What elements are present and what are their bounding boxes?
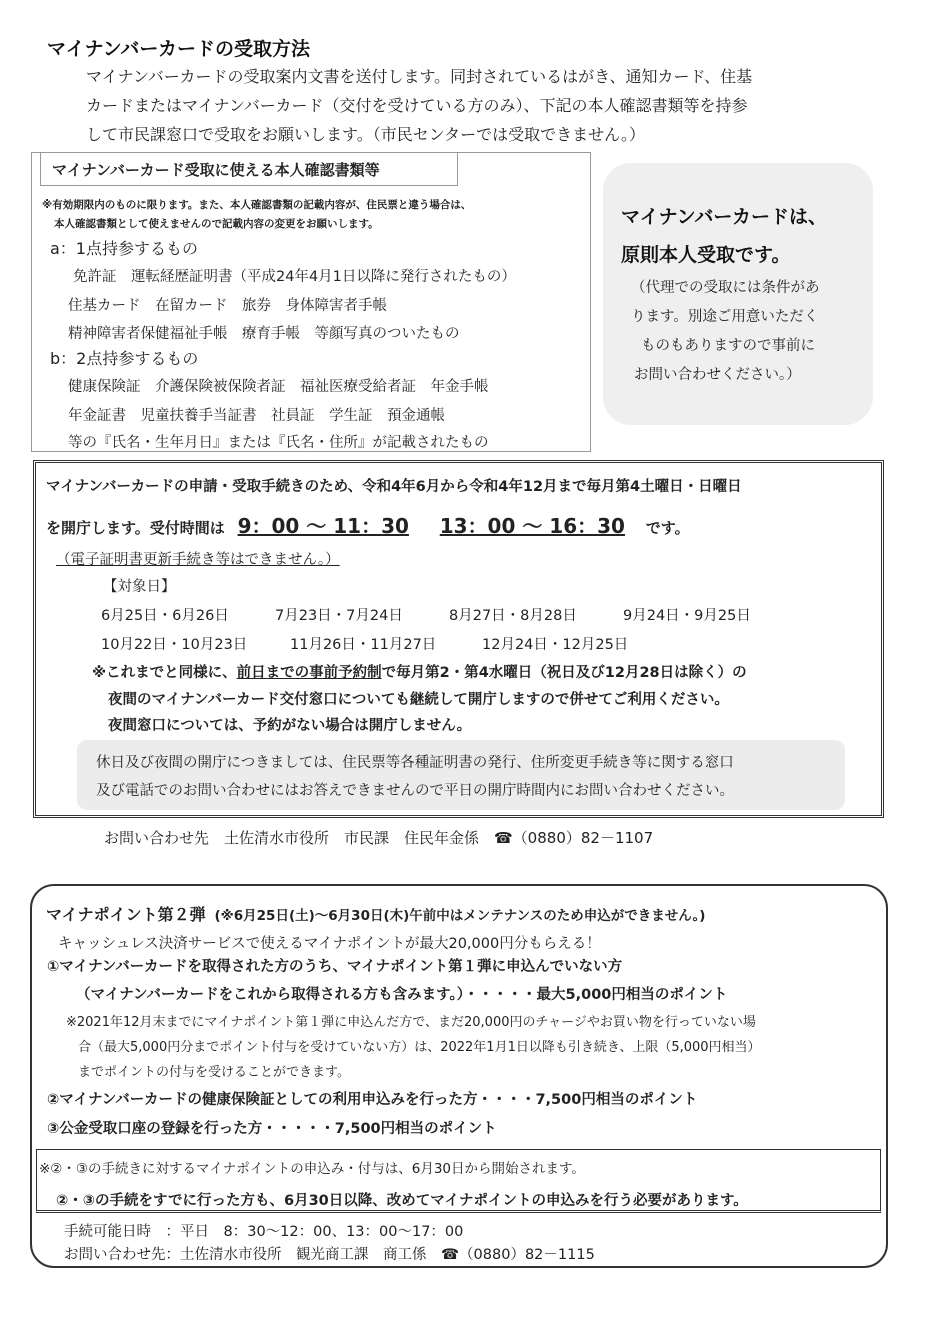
date-pair: 9月24日・9月25日 [623,608,751,624]
date-pair: 8月27日・8月28日 [449,608,577,624]
id-documents-title: マイナンバーカード受取に使える本人確認書類等 [52,161,380,179]
holiday-line-2-prefix: を開庁します。受付時間は [46,519,225,537]
date-pair: 12月24日・12月25日 [482,637,629,653]
night-window-line-3: 夜間窓口については、予約がない場合は開庁しません。 [108,718,472,734]
id-a-item-2: 住基カード 在留カード 旅券 身体障害者手帳 [68,298,387,314]
holiday-line-2-suffix: です。 [645,519,690,537]
proxy-note-line-3: ものもありますので事前に [641,338,815,354]
mynapoint-title: マイナポイント第２弾 [46,905,206,924]
id-a-label: a：1点持参するもの [50,239,198,258]
night-window-line-2: 夜間のマイナンバーカード交付窓口についても継続して開庁しますので併せてご利用ください。 [108,692,729,708]
night-window-post: で毎月第2・第4水曜日（祝日及び12月28日は除く）の [381,665,747,681]
id-b-item-1: 健康保険証 介護保険被保険者証 福祉医療受給者証 年金手帳 [68,379,489,395]
target-days-label: 【対象日】 [103,579,176,595]
gray-notice-line-2: 及び電話でのお問い合わせにはお答えできませんので平日の開庁時間内にお問い合わせください。 [96,783,734,799]
intro-line-2: カードまたはマイナンバーカード（交付を受けている方のみ）、下記の本人確認書類等を持参 [86,96,748,115]
intro-line-3: して市民課窓口で受取をお願いします。（市民センターでは受取できません。） [86,125,646,144]
principal-receipt-line-2: 原則本人受取です。 [621,244,791,266]
mynapoint-note-line-1: ※2021年12月末までにマイナポイント第１弾に申込んだ方で、まだ20,000円のチャージやお買い物を行っていない場 [66,1015,756,1030]
proxy-note-line-1: （代理での受取には条件があ [631,280,820,296]
section-title-receive: マイナンバーカードの受取方法 [47,38,310,60]
mynapoint-notice-1: ※②・③の手続きに対するマイナポイントの申込み・付与は、6月30日から開始されます。 [39,1161,585,1177]
reception-time-afternoon: 13：00 ～ 16：30 [439,514,625,538]
mynapoint-intro: キャッシュレス決済サービスで使えるマイナポイントが最大20,000円分もらえる！ [58,936,601,952]
contact-commerce-division: お問い合わせ先：土佐清水市役所 観光商工課 商工係 ☎（0880）82－1115 [64,1247,595,1263]
id-note-line-1: ※有効期限内のものに限ります。また、本人確認書類の記載内容が、住民票と違う場合は、 [42,199,472,211]
maintenance-note: (※6月25日(土)～6月30日(木)午前中はメンテナンスのため申込ができません。) [214,908,706,924]
mynapoint-item-2: ②マイナンバーカードの健康保険証としての利用申込みを行った方・・・・7,500円相当のポイント [47,1092,698,1108]
id-a-item-3: 精神障害者保健福祉手帳 療育手帳 等顔写真のついたもの [68,326,460,342]
id-note-line-2: 本人確認書類として使えませんので記載内容の変更をお願いします。 [54,218,379,230]
night-window-pre: ※これまでと同様に、 [92,665,237,681]
id-b-item-3: 等の『氏名・生年月日』または『氏名・住所』が記載されたもの [68,435,489,451]
night-window-line-1 [92,661,747,682]
intro-line-1: マイナンバーカードの受取案内文書を送付します。同封されているはがき、通知カード、住基 [86,67,753,86]
mynapoint-notice-2: ②・③の手続をすでに行った方も、6月30日以降、改めてマイナポイントの申込みを行う必要があります。 [56,1193,748,1209]
date-pair: 10月22日・10月23日 [101,637,248,653]
proxy-note-line-2: ります。別途ご用意いただく [631,309,819,325]
reception-time-morning: 9：00 ～ 11：30 [237,514,409,538]
mynapoint-title-row [46,902,705,925]
advance-reservation-text: 前日までの事前予約制 [236,665,382,681]
mynapoint-item-1: ①マイナンバーカードを取得された方のうち、マイナポイント第１弾に申込んでいない方 [47,959,623,975]
holiday-line-2 [46,510,690,539]
e-cert-note: （電子証明書更新手続き等はできません。） [56,552,340,568]
mynapoint-note-line-3: までポイントの付与を受けることができます。 [78,1065,350,1080]
date-pair: 7月23日・7月24日 [275,608,403,624]
proxy-note-line-4: お問い合わせください。） [634,367,801,383]
mynapoint-hours: 手続可能日時 ：平日 8：30～12：00、13：00～17：00 [64,1224,464,1240]
holiday-line-1: マイナンバーカードの申請・受取手続きのため、令和4年6月から令和4年12月まで毎月第4土曜日・日曜日 [46,479,742,495]
mynapoint-note-line-2: 合（最大5,000円分までポイント付与を受けていない方）は、2022年1月1日以降も引き続き、上限（5,000円相当） [78,1040,761,1055]
id-b-item-2: 年金証書 児童扶養手当証書 社員証 学生証 預金通帳 [68,408,445,424]
mynapoint-item-1-sub: （マイナンバーカードをこれから取得される方も含みます。）・・・・・最大5,000円相当のポイント [76,987,728,1003]
id-a-item-1: 免許証 運転経歴証明書（平成24年4月1日以降に発行されたもの） [73,269,516,285]
principal-receipt-line-1: マイナンバーカードは、 [621,206,827,228]
gray-notice-line-1: 休日及び夜間の開庁につきましては、住民票等各種証明書の発行、住所変更手続き等に関する窓口 [96,755,734,771]
date-pair: 11月26日・11月27日 [290,637,437,653]
id-b-label: b：2点持参するもの [50,349,199,368]
mynapoint-item-3: ③公金受取口座の登録を行った方・・・・・7,500円相当のポイント [47,1121,497,1137]
contact-citizens-division: お問い合わせ先 土佐清水市役所 市民課 住民年金係 ☎（0880）82－1107 [104,829,654,847]
date-pair: 6月25日・6月26日 [101,608,229,624]
